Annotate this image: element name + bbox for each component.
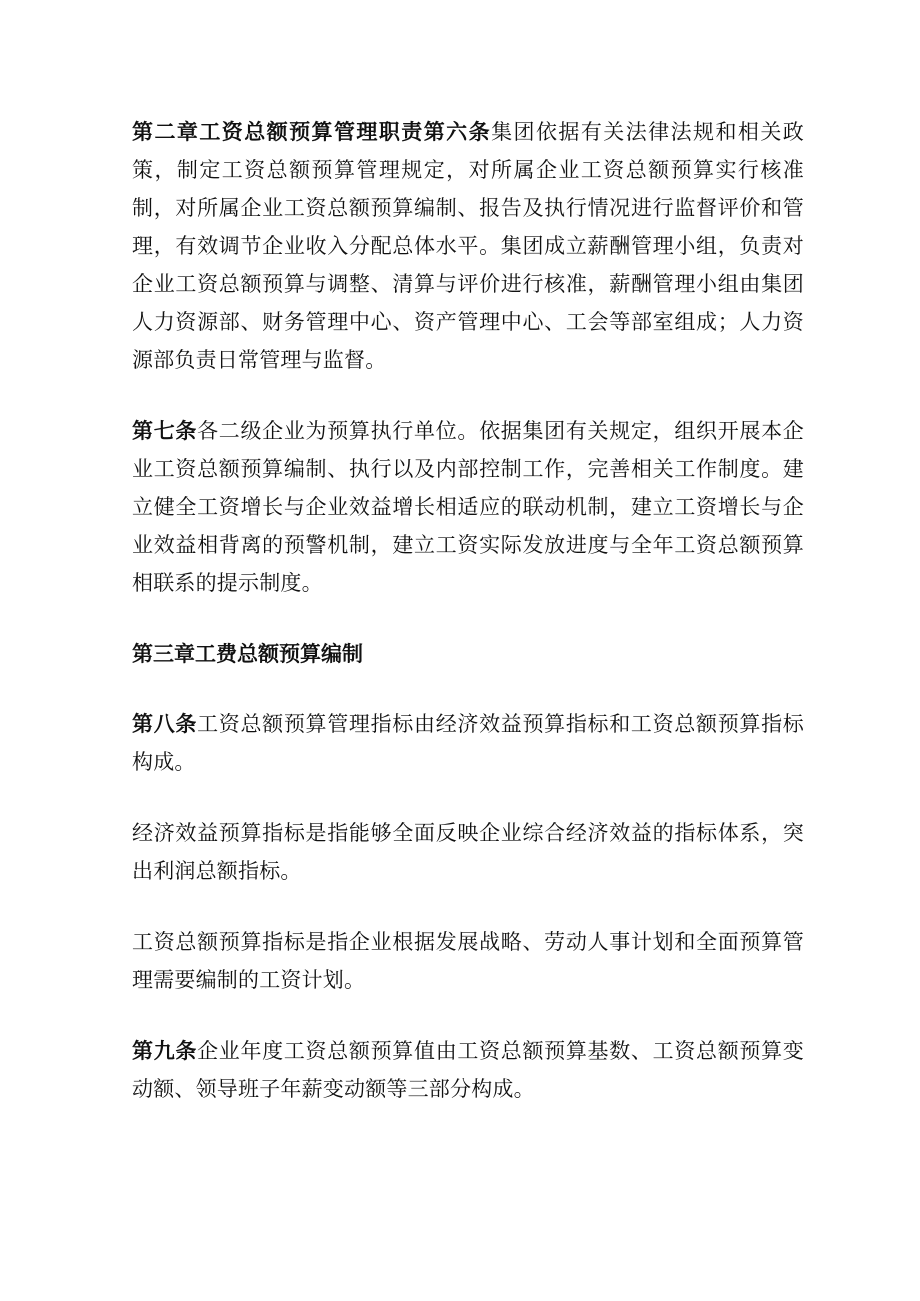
paragraph-article-9 — [132, 1032, 804, 1108]
article-9-heading: 第九条 — [132, 1039, 198, 1063]
document-body — [132, 113, 804, 1141]
article-6-text: 集团依据有关法律法规和相关政策，制定工资总额预算管理规定，对所属企业工资总额预算实行核准制，对所属企业工资总额预算编制、报告及执行情况进行监督评价和管理，有效调节企业收入分配总体水平。集团成立薪酬管理小组，负责对企业工资总额预算与调整、清算与评价进行核准，薪酬管理小组由集团人力资源部、财务管理中心、资产管理中心、工会等部室组成；人力资源部负责日常管理与监督。 — [132, 120, 804, 372]
article-8-heading: 第八条 — [132, 712, 198, 736]
economic-indicators-text: 经济效益预算指标是指能够全面反映企业综合经济效益的指标体系，突出利润总额指标。 — [132, 821, 804, 883]
paragraph-wage-indicators — [132, 923, 804, 999]
article-7-heading: 第七条 — [132, 419, 198, 443]
paragraph-economic-indicators — [132, 814, 804, 890]
article-6-heading: 第二章工资总额预算管理职责第六条 — [132, 120, 492, 144]
paragraph-article-6 — [132, 113, 804, 379]
chapter-3-heading: 第三章工费总额预算编制 — [132, 642, 363, 666]
paragraph-article-8 — [132, 705, 804, 781]
wage-indicators-text: 工资总额预算指标是指企业根据发展战略、劳动人事计划和全面预算管理需要编制的工资计划。 — [132, 930, 804, 992]
paragraph-article-7 — [132, 412, 804, 602]
article-7-text: 各二级企业为预算执行单位。依据集团有关规定，组织开展本企业工资总额预算编制、执行以及内部控制工作，完善相关工作制度。建立健全工资增长与企业效益增长相适应的联动机制，建立工资增长与企业效益相背离的预警机制，建立工资实际发放进度与全年工资总额预算相联系的提示制度。 — [132, 419, 804, 595]
article-8-text: 工资总额预算管理指标由经济效益预算指标和工资总额预算指标构成。 — [132, 712, 804, 774]
article-9-text: 企业年度工资总额预算值由工资总额预算基数、工资总额预算变动额、领导班子年薪变动额等三部分构成。 — [132, 1039, 804, 1101]
